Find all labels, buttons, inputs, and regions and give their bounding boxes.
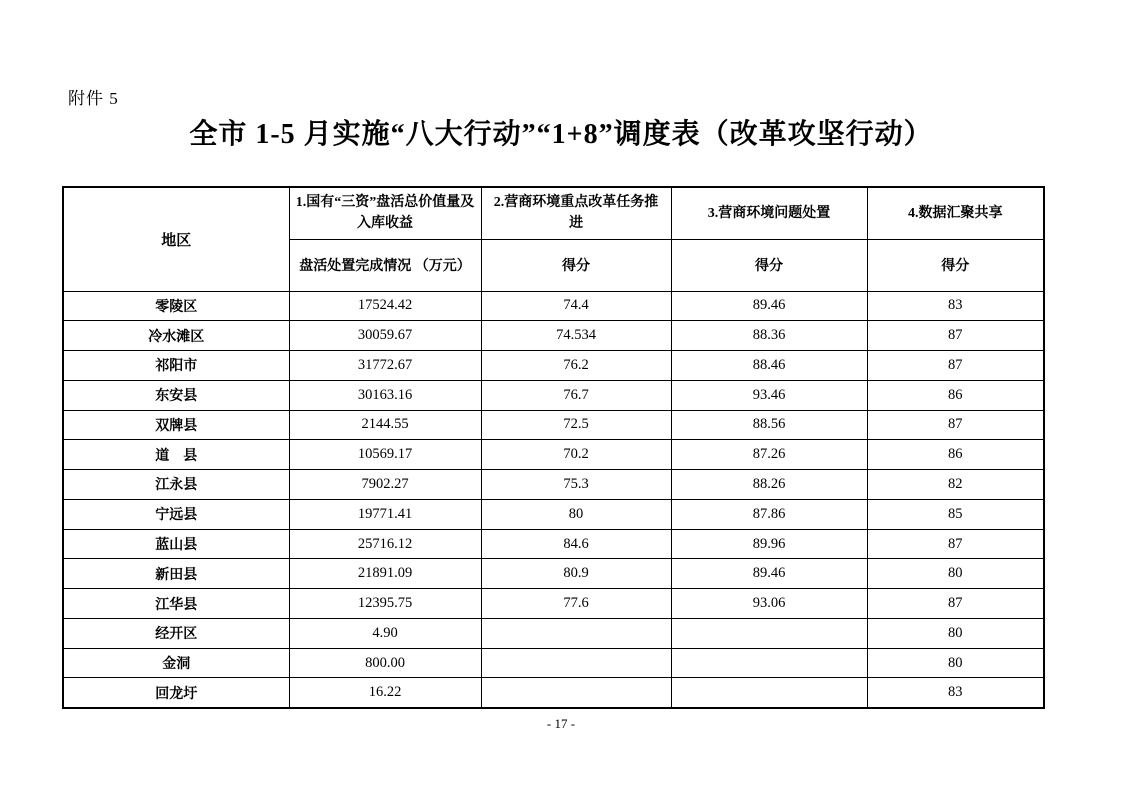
- value-cell: 93.46: [671, 380, 867, 410]
- region-cell: 蓝山县: [63, 529, 289, 559]
- value-cell: 74.4: [481, 291, 671, 321]
- table-row: [63, 291, 1044, 321]
- region-cell: 江永县: [63, 470, 289, 500]
- table-row: [63, 380, 1044, 410]
- value-cell: 86: [867, 440, 1044, 470]
- region-cell: 回龙圩: [63, 678, 289, 708]
- value-cell: 87.86: [671, 499, 867, 529]
- column-group-4-subtitle: 得分: [867, 239, 1044, 291]
- table-row: [63, 529, 1044, 559]
- value-cell: 89.46: [671, 559, 867, 589]
- region-cell: 江华县: [63, 589, 289, 619]
- value-cell: [481, 678, 671, 708]
- value-cell: 31772.67: [289, 351, 481, 381]
- region-column-header: 地区: [63, 187, 289, 291]
- table-row: [63, 410, 1044, 440]
- value-cell: 88.26: [671, 470, 867, 500]
- value-cell: [671, 648, 867, 678]
- value-cell: 19771.41: [289, 499, 481, 529]
- value-cell: 89.46: [671, 291, 867, 321]
- region-cell: 双牌县: [63, 410, 289, 440]
- value-cell: 800.00: [289, 648, 481, 678]
- value-cell: 4.90: [289, 618, 481, 648]
- value-cell: 87: [867, 321, 1044, 351]
- table-row: [63, 589, 1044, 619]
- column-group-2-title: 2.营商环境重点改革任务推进: [481, 187, 671, 239]
- table-row: [63, 470, 1044, 500]
- value-cell: [671, 618, 867, 648]
- value-cell: [481, 618, 671, 648]
- table-row: [63, 440, 1044, 470]
- region-cell: 宁远县: [63, 499, 289, 529]
- value-cell: 84.6: [481, 529, 671, 559]
- value-cell: 2144.55: [289, 410, 481, 440]
- value-cell: 16.22: [289, 678, 481, 708]
- value-cell: 87: [867, 410, 1044, 440]
- region-cell: 金洞: [63, 648, 289, 678]
- value-cell: 76.2: [481, 351, 671, 381]
- table-row: [63, 351, 1044, 381]
- region-cell: 道 县: [63, 440, 289, 470]
- value-cell: 21891.09: [289, 559, 481, 589]
- column-group-4-title: 4.数据汇聚共享: [867, 187, 1044, 239]
- value-cell: 75.3: [481, 470, 671, 500]
- attachment-label: 附件 5: [68, 89, 119, 108]
- value-cell: 88.56: [671, 410, 867, 440]
- table-row: [63, 559, 1044, 589]
- value-cell: 30163.16: [289, 380, 481, 410]
- value-cell: 87: [867, 529, 1044, 559]
- column-group-3-title: 3.营商环境问题处置: [671, 187, 867, 239]
- table-row: [63, 678, 1044, 708]
- value-cell: 7902.27: [289, 470, 481, 500]
- value-cell: 83: [867, 678, 1044, 708]
- value-cell: 87: [867, 589, 1044, 619]
- column-group-3-subtitle: 得分: [671, 239, 867, 291]
- value-cell: 72.5: [481, 410, 671, 440]
- region-cell: 经开区: [63, 618, 289, 648]
- region-cell: 祁阳市: [63, 351, 289, 381]
- value-cell: 82: [867, 470, 1044, 500]
- value-cell: [481, 648, 671, 678]
- column-group-2-subtitle: 得分: [481, 239, 671, 291]
- region-cell: 新田县: [63, 559, 289, 589]
- region-cell: 冷水滩区: [63, 321, 289, 351]
- region-cell: 零陵区: [63, 291, 289, 321]
- value-cell: 77.6: [481, 589, 671, 619]
- value-cell: 86: [867, 380, 1044, 410]
- table-row: [63, 499, 1044, 529]
- value-cell: [671, 678, 867, 708]
- value-cell: 80: [867, 648, 1044, 678]
- value-cell: 83: [867, 291, 1044, 321]
- value-cell: 80: [481, 499, 671, 529]
- value-cell: 12395.75: [289, 589, 481, 619]
- page-number: - 17 -: [546, 716, 576, 731]
- table-row: [63, 618, 1044, 648]
- page-title: 全市 1-5 月实施“八大行动”“1+8”调度表（改革攻坚行动）: [189, 119, 933, 150]
- value-cell: 17524.42: [289, 291, 481, 321]
- value-cell: 87.26: [671, 440, 867, 470]
- value-cell: 88.46: [671, 351, 867, 381]
- header-row-groups: [63, 187, 1044, 239]
- value-cell: 10569.17: [289, 440, 481, 470]
- value-cell: 87: [867, 351, 1044, 381]
- value-cell: 74.534: [481, 321, 671, 351]
- value-cell: 70.2: [481, 440, 671, 470]
- value-cell: 76.7: [481, 380, 671, 410]
- value-cell: 25716.12: [289, 529, 481, 559]
- value-cell: 85: [867, 499, 1044, 529]
- value-cell: 88.36: [671, 321, 867, 351]
- value-cell: 80: [867, 559, 1044, 589]
- column-group-1-subtitle: 盘活处置完成情况 （万元）: [289, 239, 481, 291]
- value-cell: 30059.67: [289, 321, 481, 351]
- value-cell: 89.96: [671, 529, 867, 559]
- value-cell: 80.9: [481, 559, 671, 589]
- region-cell: 东安县: [63, 380, 289, 410]
- table-row: [63, 321, 1044, 351]
- column-group-1-title: 1.国有“三资”盘活总价值量及入库收益: [289, 187, 481, 239]
- value-cell: 80: [867, 618, 1044, 648]
- schedule-table: [62, 186, 1045, 709]
- table-row: [63, 648, 1044, 678]
- value-cell: 93.06: [671, 589, 867, 619]
